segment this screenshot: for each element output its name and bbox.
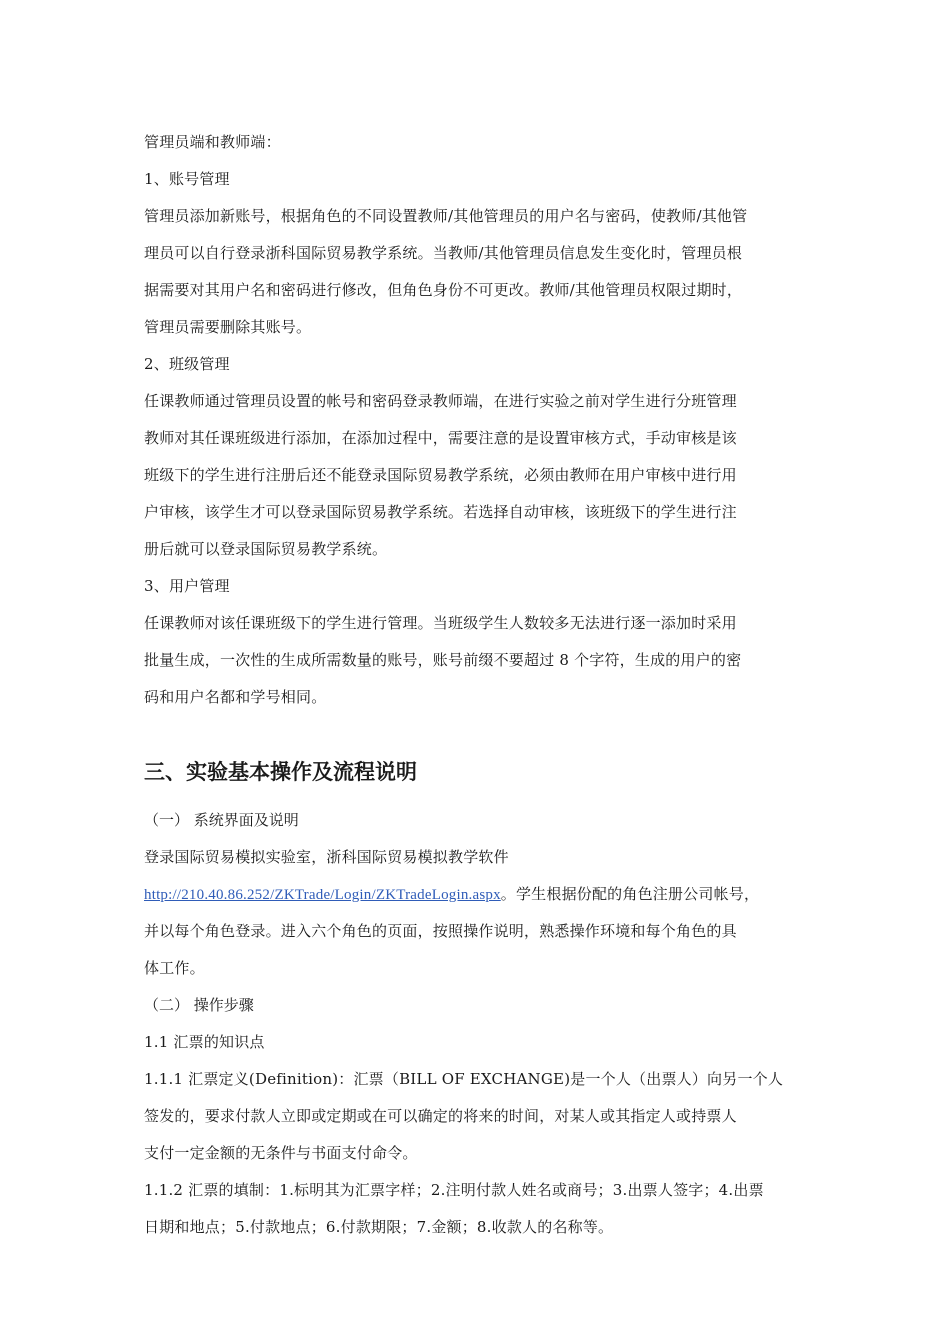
text-line: 任课教师通过管理员设置的帐号和密码登录教师端，在进行实验之前对学生进行分班管理 (144, 392, 737, 410)
paragraph-bill-definition (144, 1061, 810, 1172)
paragraph-bill-filling (144, 1172, 810, 1246)
text-line: 管理员需要删除其账号。 (144, 318, 312, 336)
software-login-link[interactable]: http://210.40.86.252/ZKTrade/Login/ZKTradeLogin.aspx (144, 887, 501, 903)
text-line: 签发的，要求付款人立即或定期或在可以确定的将来的时间，对某人或其指定人或持票人 (144, 1107, 737, 1125)
text-line: 教师对其任课班级进行添加，在添加过程中，需要注意的是设置审核方式，手动审核是该 (144, 429, 737, 447)
heading-user-management: 3、用户管理 (144, 577, 230, 595)
text-line: 登录国际贸易模拟实验室，浙科国际贸易模拟教学软件 (144, 848, 509, 866)
heading-account-management: 1、账号管理 (144, 170, 230, 188)
text-line: 户审核，该学生才可以登录国际贸易教学系统。若选择自动审核，该班级下的学生进行注 (144, 503, 737, 521)
intro-line: 管理员端和教师端： (144, 133, 281, 151)
document-page (144, 124, 810, 1246)
text-line: 并以每个角色登录。进入六个角色的页面，按照操作说明，熟悉操作环境和每个角色的具 (144, 922, 737, 940)
text-line: 支付一定金额的无条件与书面支付命令。 (144, 1144, 418, 1162)
text-line: 任课教师对该任课班级下的学生进行管理。当班级学生人数较多无法进行逐一添加时采用 (144, 614, 737, 632)
paragraph-account-management (144, 198, 810, 346)
text-line: 1.1.2 汇票的填制：1.标明其为汇票字样；2.注明付款人姓名或商号；3.出票人签字；4.出票 (144, 1181, 764, 1199)
paragraph-class-management (144, 383, 810, 568)
subsection-system-interface: （一） 系统界面及说明 (144, 811, 299, 829)
text-line: 日期和地点；5.付款地点；6.付款期限；7.金额；8.收款人的名称等。 (144, 1218, 614, 1236)
heading-bill-knowledge: 1.1 汇票的知识点 (144, 1033, 265, 1051)
section-title: 三、实验基本操作及流程说明 (144, 760, 417, 784)
text-line: 据需要对其用户名和密码进行修改，但角色身份不可更改。教师/其他管理员权限过期时， (144, 281, 743, 299)
subsection-steps: （二） 操作步骤 (144, 996, 254, 1014)
link-line (144, 876, 810, 913)
text-span: 。学生根据份配的角色注册公司帐号， (500, 885, 760, 903)
paragraph-user-management (144, 605, 810, 716)
text-line: 批量生成，一次性的生成所需数量的账号，账号前缀不要超过 8 个字符，生成的用户的密 (144, 651, 742, 669)
text-line: 体工作。 (144, 959, 205, 977)
text-line: 码和用户名都和学号相同。 (144, 688, 327, 706)
text-line: 班级下的学生进行注册后还不能登录国际贸易教学系统，必须由教师在用户审核中进行用 (144, 466, 737, 484)
text-line: 册后就可以登录国际贸易教学系统。 (144, 540, 388, 558)
text-line: 1.1.1 汇票定义(Definition)：汇票（BILL OF EXCHANGE)是一个人（出票人）向另一个人 (144, 1070, 784, 1088)
heading-class-management: 2、班级管理 (144, 355, 230, 373)
text-line: 管理员添加新账号，根据角色的不同设置教师/其他管理员的用户名与密码，使教师/其他管 (144, 207, 748, 225)
text-line: 理员可以自行登录浙科国际贸易教学系统。当教师/其他管理员信息发生变化时，管理员根 (144, 244, 743, 262)
